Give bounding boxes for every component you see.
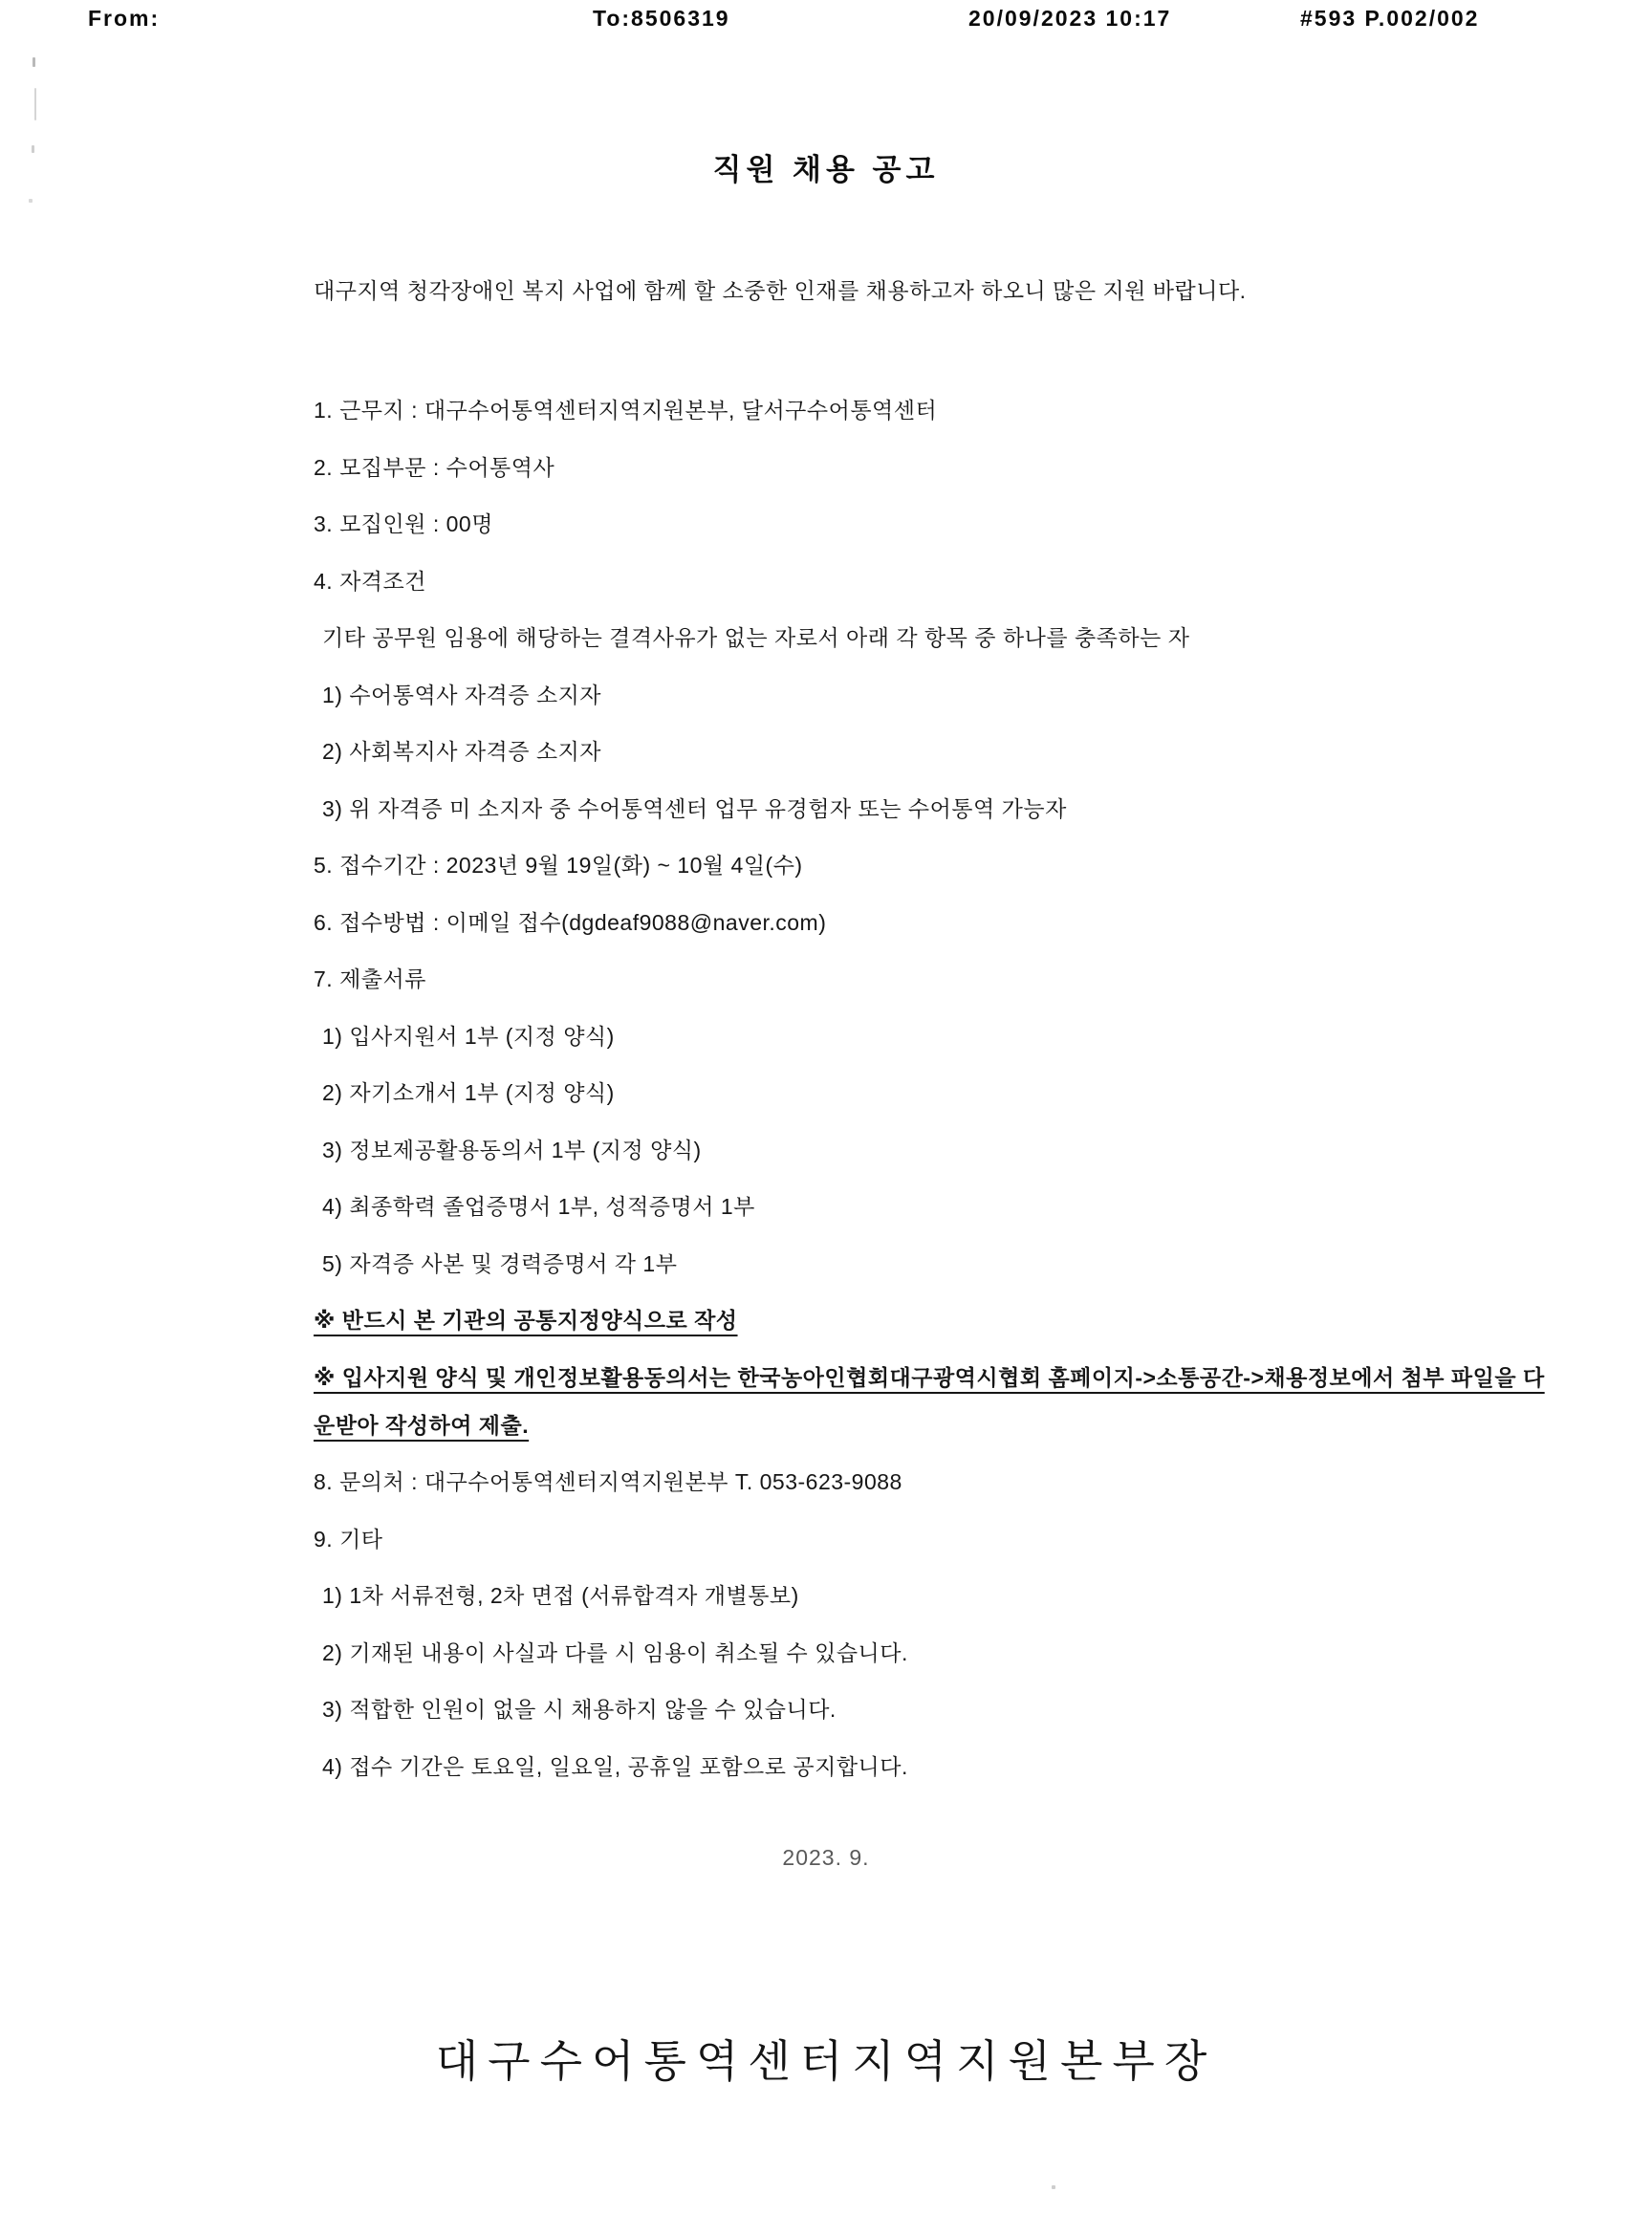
document-line xyxy=(314,1012,1560,1060)
document-intro: 대구지역 청각장애인 복지 사업에 함께 할 소중한 인재를 채용하고자 하오니 많은 지원 바랍니다. xyxy=(314,278,1247,303)
document-line-text: 4) 최종학력 졸업증명서 1부, 성적증명서 1부 xyxy=(322,1194,755,1219)
document-line xyxy=(314,1069,1560,1117)
document-line xyxy=(314,1126,1560,1174)
scan-noise-mark xyxy=(1052,2185,1055,2189)
document-line-text: 1) 입사지원서 1부 (지정 양식) xyxy=(322,1023,615,1049)
document-line xyxy=(314,1354,1560,1449)
document-line xyxy=(314,614,1560,662)
document-line xyxy=(314,1685,1560,1733)
fax-to-number: To:8506319 xyxy=(593,6,730,31)
document-line-text: 2) 자기소개서 1부 (지정 양식) xyxy=(322,1080,615,1105)
document-line xyxy=(314,444,1560,491)
document-line-text: 1. 근무지 : 대구수어통역센터지역지원본부, 달서구수어통역센터 xyxy=(314,398,938,423)
document-line xyxy=(314,671,1560,719)
document-line-text: 3) 정보제공활용동의서 1부 (지정 양식) xyxy=(322,1137,702,1162)
scan-noise-mark xyxy=(33,57,35,67)
document-line xyxy=(314,1458,1560,1506)
document-line xyxy=(314,841,1560,889)
document-line xyxy=(314,557,1560,605)
scan-noise-mark xyxy=(34,88,36,120)
fax-page-info: #593 P.002/002 xyxy=(1300,6,1480,31)
fax-header xyxy=(0,6,1652,44)
document-line xyxy=(314,785,1560,833)
signature-title: 대구수어통역센터지역지원본부장 xyxy=(435,2037,1217,2086)
document-line-text: 4) 접수 기간은 토요일, 일요일, 공휴일 포함으로 공지합니다. xyxy=(322,1753,908,1779)
document-line-text: 1) 수어통역사 자격증 소지자 xyxy=(322,682,602,707)
document-line-text: 6. 접수방법 : 이메일 접수(dgdeaf9088@naver.com) xyxy=(314,909,827,935)
document-line-text: 8. 문의처 : 대구수어통역센터지역지원본부 T. 053-623-9088 xyxy=(314,1469,902,1494)
document-line-text: 기타 공무원 임용에 해당하는 결격사유가 없는 자로서 아래 각 항목 중 하나를 충족하는 자 xyxy=(322,625,1190,650)
fax-from-label: From: xyxy=(88,6,161,31)
document-lines xyxy=(314,386,1560,1799)
document-line xyxy=(314,1515,1560,1563)
document-line xyxy=(314,899,1560,946)
document-line-text: 5) 자격증 사본 및 경력증명서 각 1부 xyxy=(322,1250,678,1276)
document-line xyxy=(314,1572,1560,1619)
document-line-text: 1) 1차 서류전형, 2차 면접 (서류합격자 개별통보) xyxy=(322,1583,799,1608)
scan-noise-mark xyxy=(29,199,33,203)
document-line-text: 3. 모집인원 : 00명 xyxy=(314,511,493,536)
document-line xyxy=(314,500,1560,548)
document-line xyxy=(314,1240,1560,1288)
document-line-text: 7. 제출서류 xyxy=(314,966,426,991)
document-line-text: ※ 반드시 본 기관의 공통지정양식으로 작성 xyxy=(314,1308,738,1333)
document-line xyxy=(314,727,1560,775)
document-line-text: 2) 사회복지사 자격증 소지자 xyxy=(322,739,602,764)
document-line-text: 4. 자격조건 xyxy=(314,568,426,594)
document-title: 직원 채용 공고 xyxy=(712,153,940,186)
document-line xyxy=(314,1629,1560,1677)
document-line-text: 3) 적합한 인원이 없을 시 채용하지 않을 수 있습니다. xyxy=(322,1697,837,1722)
document-line xyxy=(314,1296,1560,1344)
document-line xyxy=(314,955,1560,1003)
document-line-text: 9. 기타 xyxy=(314,1526,383,1552)
document-line-text: 2) 기재된 내용이 사실과 다를 시 임용이 취소될 수 있습니다. xyxy=(322,1639,908,1665)
document-line-text: ※ 입사지원 양식 및 개인정보활용동의서는 한국농아인협회대구광역시협회 홈페이지->소통공간->채용정보에서 첨부 파일을 다운받아 작성하여 제출. xyxy=(314,1364,1545,1438)
document-line-text: 2. 모집부문 : 수어통역사 xyxy=(314,454,555,480)
document-line-text: 3) 위 자격증 미 소지자 중 수어통역센터 업무 유경험자 또는 수어통역 가능자 xyxy=(322,795,1067,821)
document-line xyxy=(314,386,1560,434)
document-line xyxy=(314,1743,1560,1791)
fax-datetime: 20/09/2023 10:17 xyxy=(968,6,1172,31)
document-line xyxy=(314,1183,1560,1230)
document-line-text: 5. 접수기간 : 2023년 9월 19일(화) ~ 10월 4일(수) xyxy=(314,853,803,878)
document-date: 2023. 9. xyxy=(782,1845,870,1870)
